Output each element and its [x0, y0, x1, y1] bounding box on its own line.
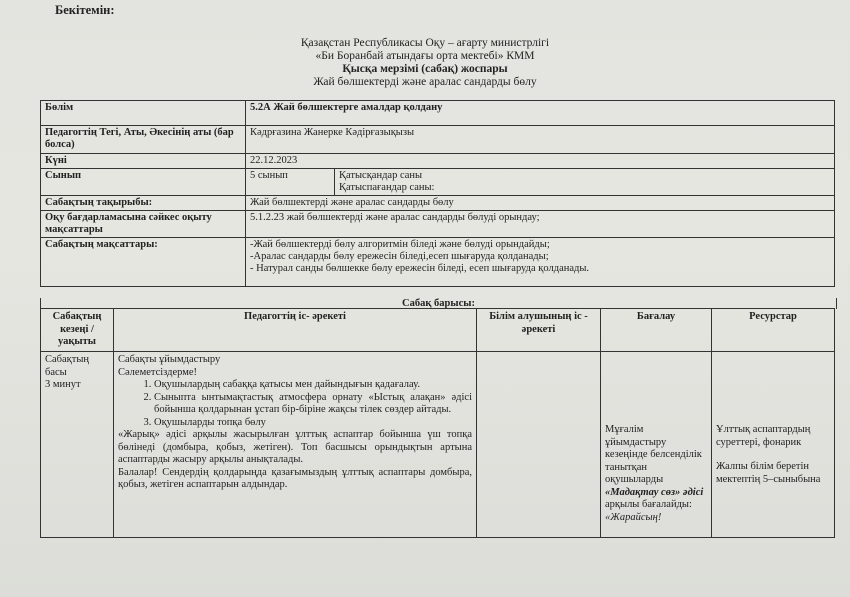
progress-title: Сабақ барысы: — [40, 298, 837, 309]
greeting: Сәлеметсіздерме! — [118, 366, 198, 378]
lesson-goal-item: -Жай бөлшектерді бөлу алгоритмін біледі және бөлуді орындайды; — [250, 239, 550, 250]
assess-text: Мұғалім ұйымдастыру кезеңінде белсенділік танытқан оқушыларды — [605, 424, 702, 485]
group-text: «Жарық» әдісі арқылы жасырылған ұлттық аспаптар бойынша үш топқа бөлінеді (домбыра, қобыз, жетіген). Топ басшысы орындықтын артына аспаптарды жасыру арқылы анықталады. — [118, 429, 472, 465]
resource-item: Ұлттық аспаптардың суреттері, фонарик — [716, 424, 811, 448]
teacher-label: Педагогтің Тегі, Аты, Әкесінің аты (бар болса) — [41, 126, 246, 154]
stage-name: Сабақтың басы — [45, 354, 90, 378]
activity-item: 1. Оқушылардың сабаққа қатысы мен дайындығын қадағалау. — [154, 379, 472, 392]
plan-title: Қысқа мерзімі (сабақ) жоспары — [342, 63, 508, 75]
assessment-cell — [601, 352, 712, 538]
class-cell — [246, 169, 835, 196]
teacher-value: Кәдрғазина Жанерке Кәдірғазықызы — [246, 126, 835, 154]
section-value: 5.2А Жай бөлшектерге амалдар қолдану — [246, 101, 835, 126]
col-stage: Сабақтың кезеңі / уақыты — [41, 309, 114, 352]
assess-quote: «Жарайсың! — [605, 511, 662, 523]
program-goal-label: Оқу бағдарламасына сәйкес оқыту мақсаттары — [41, 211, 246, 238]
assess-text2: арқылы бағалайды: — [605, 499, 692, 510]
lesson-topic-label: Сабақтың тақырыбы: — [41, 196, 246, 211]
lesson-goals — [246, 238, 835, 287]
attendance — [334, 169, 834, 195]
topic-line: Жай бөлшектерді және аралас сандарды бөлу — [313, 76, 537, 88]
col-teacher: Педагогтің іс- әрекеті — [114, 309, 477, 352]
lesson-goal-item: - Натурал санды бөлшекке бөлу ережесін біледі, есеп шығаруда қолданады. — [250, 263, 590, 274]
date-value: 22.12.2023 — [246, 154, 835, 169]
absent-label: Қатыспағандар саны: — [339, 182, 435, 193]
lesson-goal-item: -Аралас сандарды бөлу ережесін біледі,есеп шығаруда қолданады; — [250, 251, 549, 262]
approval-label: Бекітемін: — [55, 3, 115, 17]
lesson-info-table — [40, 100, 835, 287]
col-students: Білім алушының іс - әрекеті — [477, 309, 601, 352]
present-label: Қатысқандар саны — [339, 170, 423, 181]
section-label: Бөлім — [41, 101, 246, 126]
program-goal-value: 5.1.2.23 жай бөлшектерді және аралас сандарды бөлуді орындау; — [246, 211, 835, 238]
resource-item: Жалпы білім беретін мектептің 5–сыныбына — [716, 461, 821, 485]
stage-cell — [41, 352, 114, 538]
kids-text: Балалар! Сендердің қолдарыңда қазағымыздың ұлттық аспаптары домбыра, қобыз, жетіген аспаптарын алдындар. — [118, 466, 472, 490]
ministry-line: Қазақстан Республикасы Оқу – ағарту министрлігі — [300, 37, 550, 49]
stage-time: 3 минут — [45, 379, 81, 390]
activity-list — [118, 379, 472, 429]
resources-cell — [712, 352, 835, 538]
col-resources: Ресурстар — [712, 309, 835, 352]
student-activity — [477, 352, 601, 538]
lesson-progress-table — [40, 308, 835, 538]
assess-method: «Мадақтау сөз» әдісі — [605, 486, 704, 498]
lesson-goals-label: Сабақтың мақсаттары: — [41, 238, 246, 287]
activity-item: 2. Сыныпта ынтымақтастық атмосфера орнату «Ыстық алақан» әдісі бойынша қолдарынан ұстап бір-біріне жақсы тілек сөздер айтады. — [154, 392, 472, 417]
teacher-activity — [114, 352, 477, 538]
class-value: 5 сынып — [250, 170, 288, 181]
date-label: Күні — [41, 154, 246, 169]
school-line: «Би Боранбай атындағы орта мектебі» КММ — [315, 50, 535, 62]
col-assess: Бағалау — [601, 309, 712, 352]
class-label: Сынып — [41, 169, 246, 196]
activity-item: 3. Оқушыларды топқа бөлу — [154, 417, 472, 430]
activity-title: Сабақты ұйымдастыру — [118, 354, 221, 365]
lesson-topic-value: Жай бөлшектерді және аралас сандарды бөлу — [246, 196, 835, 211]
